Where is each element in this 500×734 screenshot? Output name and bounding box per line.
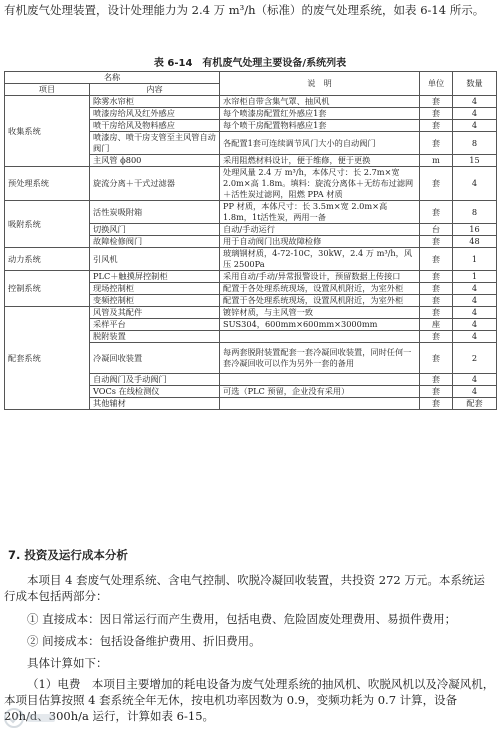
content-cell: 引风机 bbox=[90, 248, 220, 271]
quantity-cell: 4 bbox=[453, 307, 497, 319]
quantity-cell: 4 bbox=[453, 295, 497, 307]
paragraph-indirect-cost: ② 间接成本：包括设备维护费用、折旧费用。 bbox=[27, 634, 261, 648]
content-cell: VOCs 在线检测仪 bbox=[90, 386, 220, 398]
unit-cell: 套 bbox=[420, 374, 453, 386]
quantity-cell: 8 bbox=[453, 132, 497, 155]
quantity-cell: 15 bbox=[453, 155, 497, 167]
description-cell: 自动/手动运行 bbox=[220, 224, 420, 236]
quantity-cell: 2 bbox=[453, 343, 497, 374]
content-cell: 变频控制柜 bbox=[90, 295, 220, 307]
content-cell: 主风管 ϕ800 bbox=[90, 155, 220, 167]
content-cell: 冷凝回收装置 bbox=[90, 343, 220, 374]
table-row bbox=[5, 167, 497, 201]
quantity-cell: 8 bbox=[453, 201, 497, 224]
description-cell: 水帘柜自带含集气罩、抽风机 bbox=[220, 96, 420, 108]
quantity-cell: 1 bbox=[453, 271, 497, 283]
description-cell: 配置于各处理系统现场，设置风机附近，为室外柜 bbox=[220, 295, 420, 307]
unit-cell: 套 bbox=[420, 108, 453, 120]
table-row bbox=[5, 96, 497, 108]
unit-cell: 套 bbox=[420, 307, 453, 319]
description-cell: 可选（PLC 预留，企业没有采用） bbox=[220, 386, 420, 398]
description-cell bbox=[220, 331, 420, 343]
intro-paragraph: 有机废气处理装置，设计处理能力为 2.4 万 m³/h（标准）的废气处理系统，如表 6-14 所示。 bbox=[4, 3, 485, 17]
content-cell: 喷干房给风及物料感应 bbox=[90, 120, 220, 132]
description-cell: 玻璃钢材质，4-72-10C，30kW，2.4 万 m³/h，风压 2500Pa bbox=[220, 248, 420, 271]
table-row bbox=[5, 201, 497, 224]
section-heading: 7. 投资及运行成本分析 bbox=[8, 548, 128, 562]
quantity-cell: 4 bbox=[453, 120, 497, 132]
unit-cell: 座 bbox=[420, 319, 453, 331]
system-cell: 控制系统 bbox=[5, 271, 90, 307]
content-cell: 除雾水帘柜 bbox=[90, 96, 220, 108]
quantity-cell: 4 bbox=[453, 108, 497, 120]
quantity-cell: 配套 bbox=[453, 398, 497, 410]
description-cell: 每个喷干房配置物料感应1套 bbox=[220, 120, 420, 132]
quantity-cell: 4 bbox=[453, 283, 497, 295]
header-item: 项目 bbox=[5, 84, 90, 96]
description-cell: 用于自动阀门出现故障检修 bbox=[220, 236, 420, 248]
system-cell: 配套系统 bbox=[5, 307, 90, 410]
paragraph-electricity: （1）电费 本项目主要增加的耗电设备为废气处理系统的抽风机、吹脱风机以及冷凝风机，本项目估算按照 4 套系统全年无休，按电机功率因数为 0.9，变频功耗为 0.7 计算，设备 20h/d、300h/a 运行，计算如表 6-15。 bbox=[4, 677, 495, 723]
table-header bbox=[5, 72, 497, 96]
quantity-cell: 4 bbox=[453, 386, 497, 398]
description-cell bbox=[220, 398, 420, 410]
header-content: 内容 bbox=[90, 84, 220, 96]
quantity-cell: 4 bbox=[453, 167, 497, 201]
system-cell: 吸附系统 bbox=[5, 201, 90, 248]
content-cell: 脱附装置 bbox=[90, 331, 220, 343]
table-row bbox=[5, 307, 497, 319]
content-cell: 采样平台 bbox=[90, 319, 220, 331]
unit-cell: 套 bbox=[420, 295, 453, 307]
unit-cell: 套 bbox=[420, 283, 453, 295]
unit-cell: 套 bbox=[420, 201, 453, 224]
paragraph-investment: 本项目 4 套废气处理系统、含电气控制、吹脱冷凝回收装置，共投资 272 万元。本系统运行成本包括两部分： bbox=[4, 573, 485, 603]
header-quantity: 数量 bbox=[453, 72, 497, 96]
system-cell: 预处理系统 bbox=[5, 167, 90, 201]
content-cell: 其他辅材 bbox=[90, 398, 220, 410]
description-cell: 每个喷漆房配置红外感应1套 bbox=[220, 108, 420, 120]
table-row bbox=[5, 271, 497, 283]
content-cell: 现场控制柜 bbox=[90, 283, 220, 295]
unit-cell: 套 bbox=[420, 167, 453, 201]
content-cell: 喷漆房、喷干房支管至主风管自动阀门 bbox=[90, 132, 220, 155]
unit-cell: 套 bbox=[420, 386, 453, 398]
header-name: 名称 bbox=[5, 72, 220, 84]
header-description: 说 明 bbox=[220, 72, 420, 96]
content-cell: 旋流分离＋干式过滤器 bbox=[90, 167, 220, 201]
description-cell bbox=[220, 374, 420, 386]
quantity-cell: 4 bbox=[453, 374, 497, 386]
quantity-cell: 4 bbox=[453, 96, 497, 108]
description-cell: 镀锌材质，与主风管一致 bbox=[220, 307, 420, 319]
system-cell: 收集系统 bbox=[5, 96, 90, 167]
unit-cell: 套 bbox=[420, 398, 453, 410]
unit-cell: 套 bbox=[420, 271, 453, 283]
unit-cell: 套 bbox=[420, 96, 453, 108]
header-unit: 单位 bbox=[420, 72, 453, 96]
description-cell: 处理风量 2.4 万 m³/h，本体尺寸：长 2.7m×宽 2.0m×高 1.8m。填料：旋流分离体＋无纺布过滤网＋活性炭过滤网，阻燃 PPA 材质 bbox=[220, 167, 420, 201]
unit-cell: 套 bbox=[420, 120, 453, 132]
unit-cell: 套 bbox=[420, 331, 453, 343]
unit-cell: m bbox=[420, 155, 453, 167]
quantity-cell: 16 bbox=[453, 224, 497, 236]
content-cell: 故障检修阀门 bbox=[90, 236, 220, 248]
content-cell: 风管及其配件 bbox=[90, 307, 220, 319]
description-cell: 每两套脱附装置配套一套冷凝回收装置，同时任何一套冷凝回收可以作为另外一套的备用 bbox=[220, 343, 420, 374]
paragraph-direct-cost: ① 直接成本：因日常运行而产生费用，包括电费、危险固废处理费用、易损件费用； bbox=[27, 612, 457, 626]
content-cell: 活性炭吸附箱 bbox=[90, 201, 220, 224]
content-cell: 切换风门 bbox=[90, 224, 220, 236]
quantity-cell: 1 bbox=[453, 248, 497, 271]
description-cell: PP 材质，本体尺寸：长 3.5m×宽 2.0m×高 1.8m，1t活性炭，两用一备 bbox=[220, 201, 420, 224]
table-row bbox=[5, 248, 497, 271]
unit-cell: 套 bbox=[420, 343, 453, 374]
unit-cell: 套 bbox=[420, 236, 453, 248]
table-title: 表 6-14 有机废气处理主要设备/系统列表 bbox=[153, 58, 347, 69]
equipment-table bbox=[4, 71, 497, 410]
paragraph-calculation-intro: 具体计算如下： bbox=[27, 656, 108, 670]
content-cell: 自动阀门及手动阀门 bbox=[90, 374, 220, 386]
description-cell: 采用自动/手动/异常报警设计，预留数据上传接口 bbox=[220, 271, 420, 283]
unit-cell: 套 bbox=[420, 132, 453, 155]
system-cell: 动力系统 bbox=[5, 248, 90, 271]
quantity-cell: 4 bbox=[453, 331, 497, 343]
description-cell: 各配置1套可连续调节风门大小的自动阀门 bbox=[220, 132, 420, 155]
content-cell: 喷漆房给风及红外感应 bbox=[90, 108, 220, 120]
quantity-cell: 4 bbox=[453, 319, 497, 331]
content-cell: PLC＋触摸屏控制柜 bbox=[90, 271, 220, 283]
table-body bbox=[5, 96, 497, 410]
quantity-cell: 48 bbox=[453, 236, 497, 248]
unit-cell: 台 bbox=[420, 224, 453, 236]
watermark-logo bbox=[2, 706, 60, 730]
description-cell: SUS304，600mm×600mm×3000mm bbox=[220, 319, 420, 331]
description-cell: 配置于各处理系统现场，设置风机附近，为室外柜 bbox=[220, 283, 420, 295]
description-cell: 采用阻燃材料设计，便于维修，便于更换 bbox=[220, 155, 420, 167]
unit-cell: 套 bbox=[420, 248, 453, 271]
